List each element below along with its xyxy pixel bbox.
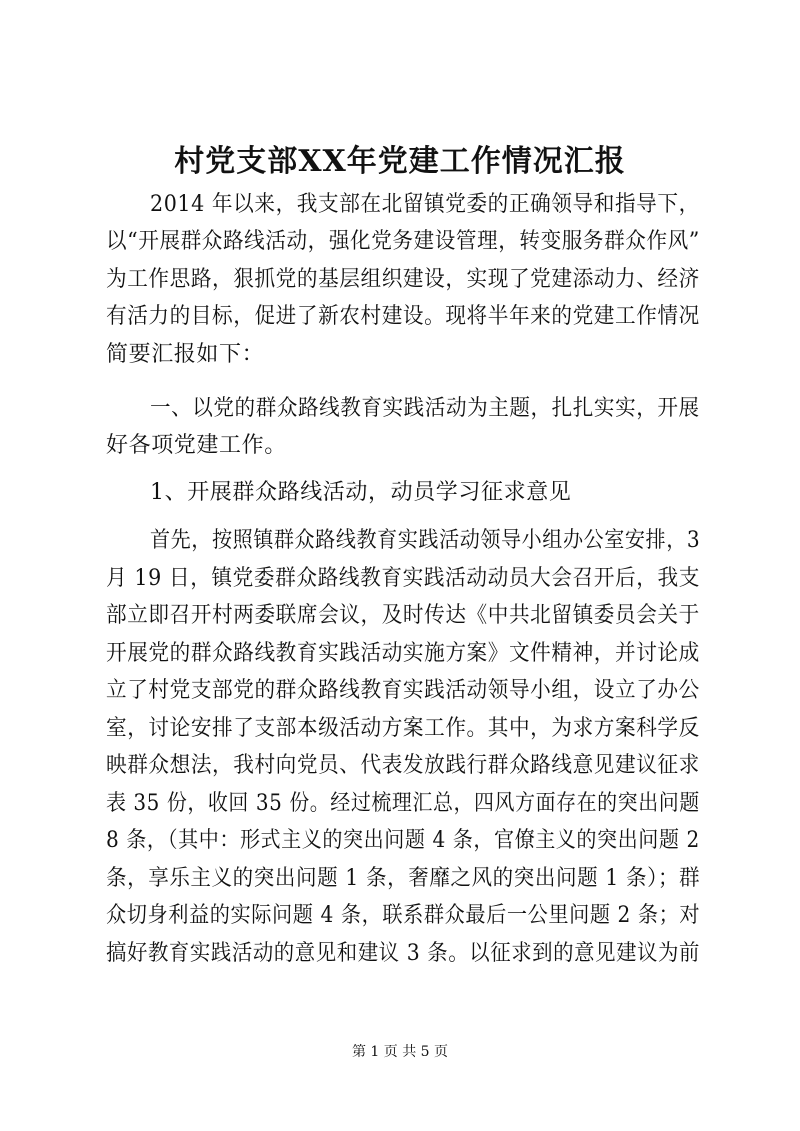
paragraph-line: 以“开展群众路线活动，强化党务建设管理，转变服务群众作风” — [106, 229, 700, 254]
paragraph-line: 有活力的目标，促进了新农村建设。现将半年来的党建工作情况 — [106, 304, 700, 329]
paragraph-line: 首先，按照镇群众路线教育实践活动领导小组办公室安排，3 — [150, 528, 701, 553]
section-heading-line: 一、以党的群众路线教育实践活动为主题，扎扎实实，开展 — [150, 396, 700, 421]
paragraph-line: 8 条，（其中：形式主义的突出问题 4 条，官僚主义的突出问题 2 — [106, 828, 700, 853]
paragraph-line: 表 35 份，收回 35 份。经过梳理汇总，四风方面存在的突出问题 — [106, 791, 700, 816]
paragraph-line: 众切身利益的实际问题 4 条，联系群众最后一公里问题 2 条；对 — [106, 903, 701, 928]
paragraph-line: 部立即召开村两委联席会议，及时传达《中共北留镇委员会关于 — [106, 603, 700, 628]
paragraph-line: 2014 年以来，我支部在北留镇党委的正确领导和指导下， — [150, 192, 700, 217]
paragraph-line: 简要汇报如下： — [106, 342, 265, 367]
paragraph-line: 条，享乐主义的突出问题 1 条，奢靡之风的突出问题 1 条）；群 — [106, 866, 701, 891]
paragraph-line: 立了村党支部党的群众路线教育实践活动领导小组，设立了办公 — [106, 678, 700, 703]
paragraph-line: 月 19 日，镇党委群众路线教育实践活动动员大会召开后，我支 — [106, 566, 700, 591]
page-number-footer: 第 1 页 共 5 页 — [351, 1044, 449, 1060]
paragraph-line: 搞好教育实践活动的意见和建议 3 条。以征求到的意见建议为前 — [106, 941, 700, 966]
subsection-heading: 1、开展群众路线活动，动员学习征求意见 — [150, 480, 572, 505]
paragraph-line: 映群众想法，我村向党员、代表发放践行群众路线意见建议征求 — [106, 753, 700, 778]
document-title: 村党支部XX年党建工作情况汇报 — [174, 144, 626, 179]
paragraph-line: 室，讨论安排了支部本级活动方案工作。其中，为求方案科学反 — [106, 716, 700, 741]
section-heading-line: 好各项党建工作。 — [106, 433, 287, 458]
paragraph-line: 开展党的群众路线教育实践活动实施方案》文件精神，并讨论成 — [106, 641, 700, 666]
paragraph-line: 为工作思路，狠抓党的基层组织建设，实现了党建添动力、经济 — [106, 267, 700, 292]
